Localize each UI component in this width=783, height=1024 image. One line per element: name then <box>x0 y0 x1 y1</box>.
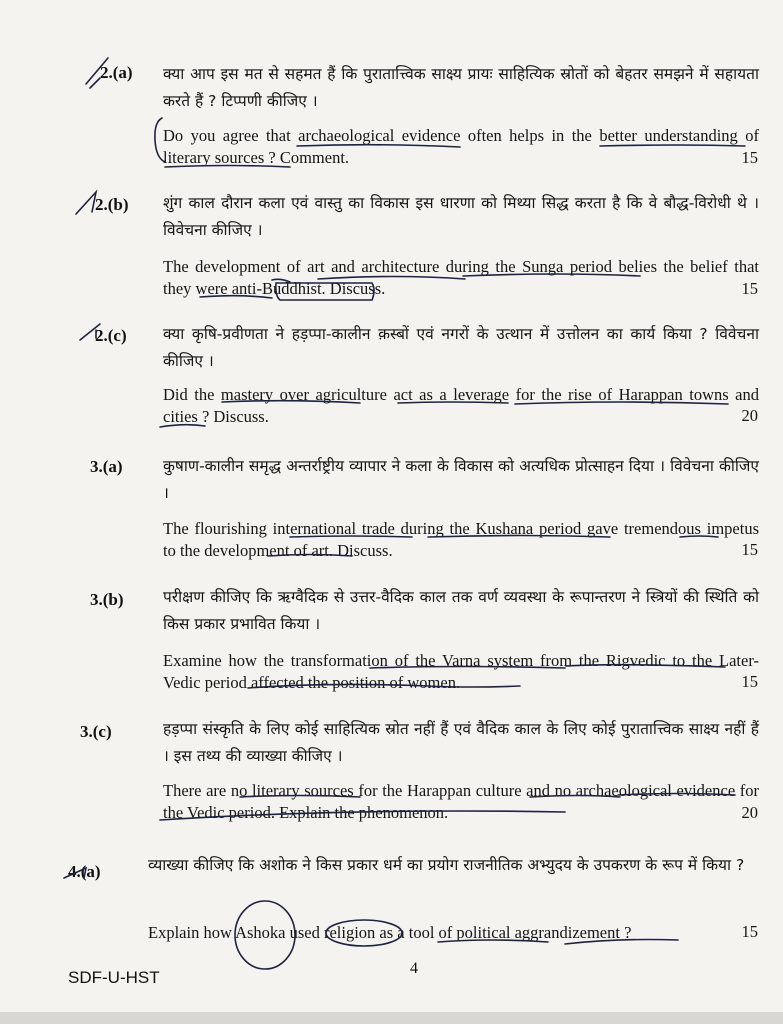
tick-mark <box>76 192 96 214</box>
question-hindi: व्याख्या कीजिए कि अशोक ने किस प्रकार धर्म का प्रयोग राजनीतिक अभ्युदय के उपकरण के रूप में किया ? <box>148 856 745 874</box>
question-hindi: शुंग काल दौरान कला एवं वास्तु का विकास इस धारणा को मिथ्या सिद्ध करता है कि वे बौद्ध-विरोधी थे । विवेचना कीजिए । <box>163 194 759 239</box>
question-marks: 20 <box>741 803 758 822</box>
question-english: The flourishing international trade during the Kushana period gave tremendous impetus to the development of art. Discuss. <box>163 519 759 560</box>
question-english: Examine how the transformation of the Varna system from the Rigvedic to the Later-Vedic period affected the position of women. <box>163 651 759 692</box>
question-english: The development of art and architecture during the Sunga period belies the belief that they were anti-Buddhist. Discuss. <box>163 257 759 298</box>
page-number: 4 <box>410 960 418 977</box>
question-english: Do you agree that archaeological evidence often helps in the better understanding of literary sources ? Comment. <box>163 126 759 167</box>
question-number: 2.(b) <box>95 195 129 214</box>
question-marks: 15 <box>741 540 758 559</box>
question-english: There are no literary sources for the Harappan culture and no archaeological evidence for the Vedic period. Explain the phenomenon. <box>163 781 759 822</box>
question-marks: 15 <box>741 672 758 691</box>
question-marks: 20 <box>741 406 758 425</box>
question-hindi: परीक्षण कीजिए कि ऋग्वैदिक से उत्तर-वैदिक काल तक वर्ण व्यवस्था के रूपान्तरण ने स्त्रियों की स्थिति को किस प्रकार प्रभावित किया । <box>163 588 759 633</box>
question-english: Explain how Ashoka used religion as a tool of political aggrandizement ? <box>148 923 632 942</box>
page-edge <box>0 1012 783 1024</box>
question-hindi: कुषाण-कालीन समृद्ध अन्तर्राष्ट्रीय व्यापार ने कला के विकास को अत्यधिक प्रोत्साहन दिया । विवेचना कीजिए । <box>163 457 759 502</box>
question-english: Did the mastery over agriculture act as a leverage for the rise of Harappan towns and cities ? Discuss. <box>163 385 759 426</box>
question-marks: 15 <box>741 922 758 941</box>
question-marks: 15 <box>741 279 758 298</box>
question-number: 3.(b) <box>90 590 124 609</box>
paper-code: SDF-U-HST <box>68 968 160 987</box>
question-hindi: क्या कृषि-प्रवीणता ने हड़प्पा-कालीन क़स्बों एवं नगरों के उत्थान में उत्तोलन का कार्य किया ? विवेचना कीजिए । <box>163 325 759 370</box>
question-marks: 15 <box>741 148 758 167</box>
question-number: 3.(c) <box>80 722 112 741</box>
question-hindi: क्या आप इस मत से सहमत हैं कि पुरातात्त्विक साक्ष्य प्रायः साहित्यिक स्रोतों को बेहतर समझने में सहायता करते हैं ? टिप्पणी कीजिए । <box>163 65 759 110</box>
question-number: 2.(c) <box>95 326 127 345</box>
question-number: 4.(a) <box>68 862 101 881</box>
question-number: 2.(a) <box>100 63 133 82</box>
question-hindi: हड़प्पा संस्कृति के लिए कोई साहित्यिक स्रोत नहीं हैं एवं वैदिक काल के लिए कोई पुरातात्त्विक साक्ष्य नहीं हैं । इस तथ्य की व्याख्या कीजिए । <box>163 720 759 765</box>
question-number: 3.(a) <box>90 457 123 476</box>
